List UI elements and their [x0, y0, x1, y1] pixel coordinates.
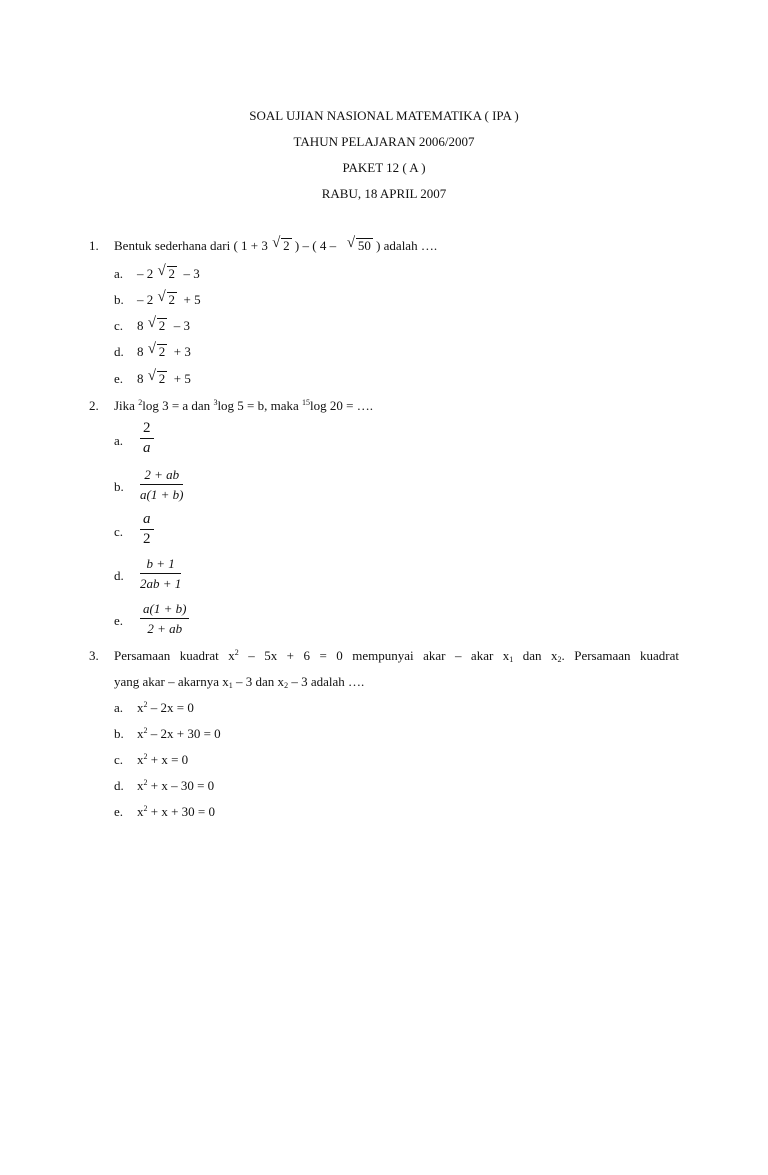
option-value	[137, 700, 194, 716]
question-number: 2.	[89, 398, 99, 413]
denominator: 2	[143, 531, 151, 547]
option-constant: + 5	[183, 292, 201, 307]
option-value	[137, 368, 191, 387]
sqrt-expression	[147, 315, 168, 334]
sqrt-expression	[346, 235, 373, 254]
option-constant: – 3	[183, 266, 200, 281]
fraction	[140, 466, 183, 503]
option-letter: d.	[114, 778, 124, 793]
numerator: a(1 + b)	[140, 600, 189, 619]
option-equation: + x = 0	[147, 752, 189, 767]
question-text-line-2	[114, 674, 364, 690]
exponent: 2	[143, 804, 148, 813]
radicand: 2	[158, 344, 166, 359]
fraction	[140, 511, 154, 548]
option-letter: e.	[114, 613, 124, 628]
option-letter: c.	[114, 524, 124, 539]
radical-sign: √	[272, 235, 281, 251]
option-coefficient: – 2	[137, 266, 154, 281]
option-equation: – 2x + 30 = 0	[147, 726, 221, 741]
radical-sign: √	[147, 315, 156, 331]
option-letter: a.	[114, 433, 124, 448]
exam-date: RABU, 18 APRIL 2007	[321, 186, 447, 201]
denominator: a	[143, 440, 151, 456]
question-text-part: Persamaan kuadrat x	[114, 648, 235, 663]
option-equation: + x + 30 = 0	[147, 804, 215, 819]
option-value	[137, 752, 188, 768]
denominator: 2ab + 1	[140, 576, 182, 591]
exponent: 2	[143, 700, 148, 709]
exponent: 2	[143, 726, 148, 735]
radical-sign: √	[147, 368, 156, 384]
radicand: 2	[283, 238, 290, 253]
radical-sign: √	[147, 341, 156, 357]
exponent: 2	[143, 752, 148, 761]
option-coefficient: – 2	[137, 292, 154, 307]
exam-title: SOAL UJIAN NASIONAL MATEMATIKA ( IPA )	[249, 108, 519, 123]
option-constant: + 3	[173, 344, 191, 359]
variable: x	[137, 700, 144, 715]
radicand: 2	[158, 318, 166, 333]
option-letter: e.	[114, 371, 124, 386]
question-text-part: Jika	[114, 398, 139, 413]
option-letter: c.	[114, 752, 124, 767]
question-text-part: – 3 dan x	[232, 674, 285, 689]
question-text	[114, 235, 438, 254]
subscript: 2	[557, 655, 562, 664]
variable: x	[137, 752, 144, 767]
radical-sign: √	[346, 235, 356, 251]
question-text-part: ) – ( 4 –	[294, 238, 337, 253]
question-text-part: . Persamaan kuadrat	[561, 648, 679, 663]
radicand: 2	[168, 292, 175, 307]
option-letter: a.	[114, 266, 124, 281]
sqrt-expression	[147, 368, 168, 387]
option-value	[137, 263, 200, 282]
option-value	[137, 778, 214, 794]
option-coefficient: 8	[137, 371, 144, 386]
option-constant: – 3	[173, 318, 190, 333]
question-text-part: log 5 = b, maka	[217, 398, 303, 413]
numerator: 2 + ab	[140, 466, 183, 485]
radicand: 2	[158, 371, 166, 386]
option-letter: d.	[114, 344, 124, 359]
option-value	[137, 289, 201, 308]
question-text-part: log 3 = a dan	[142, 398, 214, 413]
denominator: 2 + ab	[147, 621, 183, 636]
variable: x	[137, 804, 144, 819]
sqrt-expression	[272, 235, 292, 254]
fraction	[140, 600, 189, 637]
question-text-part: – 5x + 6 = 0 mempunyai akar – akar x	[238, 648, 510, 663]
radicand: 50	[357, 238, 371, 253]
variable: x	[137, 778, 144, 793]
option-value	[137, 315, 190, 334]
subscript: 1	[228, 681, 233, 690]
numerator: 2	[140, 420, 154, 439]
numerator: b + 1	[140, 555, 181, 574]
option-value	[137, 726, 221, 742]
option-coefficient: 8	[137, 344, 144, 359]
sqrt-expression	[157, 289, 178, 308]
school-year: TAHUN PELAJARAN 2006/2007	[293, 134, 475, 149]
question-text-line-1	[114, 648, 679, 664]
question-number: 3.	[89, 648, 99, 663]
denominator: a(1 + b)	[140, 487, 184, 502]
exponent: 2	[143, 778, 148, 787]
question-text	[114, 398, 373, 414]
log-base: 15	[302, 398, 311, 407]
question-text-part: Bentuk sederhana dari ( 1 + 3	[114, 238, 268, 253]
fraction	[140, 420, 154, 457]
option-coefficient: 8	[137, 318, 144, 333]
question-text-part: ) adalah ….	[376, 238, 438, 253]
numerator: a	[140, 511, 154, 530]
subscript: 1	[509, 655, 514, 664]
question-text-part: log 20 = ….	[310, 398, 373, 413]
question-text-part: dan x	[513, 648, 558, 663]
option-value	[137, 341, 191, 360]
question-text-part: yang akar – akarnya x	[114, 674, 229, 689]
option-letter: b.	[114, 726, 124, 741]
log-base: 3	[213, 398, 218, 407]
option-letter: b.	[114, 292, 124, 307]
option-letter: a.	[114, 700, 124, 715]
option-constant: + 5	[173, 371, 191, 386]
question-number: 1.	[89, 238, 99, 253]
variable: x	[137, 726, 144, 741]
subscript: 2	[284, 681, 289, 690]
option-letter: d.	[114, 568, 124, 583]
sqrt-expression	[147, 341, 168, 360]
option-value	[137, 804, 215, 820]
option-equation: + x – 30 = 0	[147, 778, 215, 793]
radical-sign: √	[157, 263, 166, 279]
log-base: 2	[138, 398, 143, 407]
option-letter: e.	[114, 804, 124, 819]
sqrt-expression	[157, 263, 178, 282]
exponent: 2	[234, 648, 239, 657]
question-text-part: – 3 adalah ….	[288, 674, 365, 689]
radical-sign: √	[157, 289, 166, 305]
package-label: PAKET 12 ( A )	[342, 160, 426, 175]
option-equation: – 2x = 0	[147, 700, 194, 715]
option-letter: c.	[114, 318, 124, 333]
fraction	[140, 555, 181, 592]
radicand: 2	[168, 266, 175, 281]
option-letter: b.	[114, 479, 124, 494]
